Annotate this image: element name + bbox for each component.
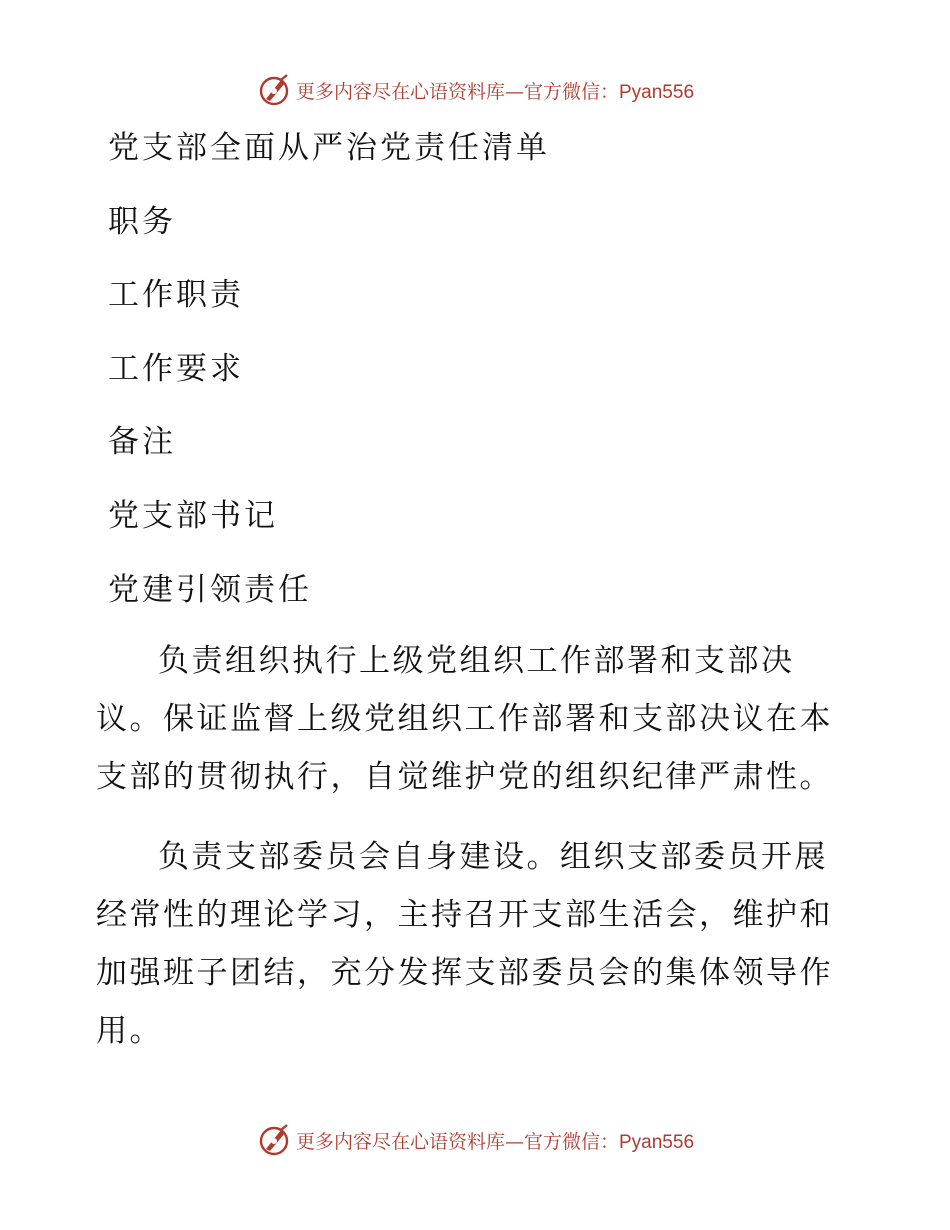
heading-leadership-responsibility: 党建引领责任 — [108, 572, 312, 608]
banner-text — [296, 1127, 694, 1154]
heading-branch-secretary: 党支部书记 — [108, 498, 278, 534]
heading-duties: 工作职责 — [108, 277, 244, 313]
banner-main-text: 更多内容尽在心语资料库—官方微信： — [295, 1130, 619, 1153]
header-banner — [0, 70, 950, 110]
paragraph-2: 负责支部委员会自身建设。组织支部委员开展经常性的理论学习，主持召开支部生活会，维护和加强班子团结，充分发挥支部委员会的集体领导作用。 — [96, 839, 833, 1049]
heading-position: 职务 — [108, 204, 176, 240]
heading-remarks: 备注 — [108, 424, 176, 460]
banner-text — [296, 77, 694, 104]
banner-wechat-id: Pyan556 — [619, 1131, 695, 1153]
quill-pen-logo-icon — [256, 72, 292, 108]
heading-requirements: 工作要求 — [108, 351, 244, 387]
document-title: 党支部全面从严治党责任清单 — [108, 130, 550, 166]
paragraph-1: 负责组织执行上级党组织工作部署和支部决议。保证监督上级党组织工作部署和支部决议在本支部的贯彻执行，自觉维护党的组织纪律严肃性。 — [96, 643, 833, 795]
banner-main-text: 更多内容尽在心语资料库—官方微信： — [295, 80, 619, 103]
banner-wechat-id: Pyan556 — [619, 81, 695, 103]
footer-banner — [0, 1120, 950, 1160]
quill-pen-logo-icon — [256, 1122, 292, 1158]
